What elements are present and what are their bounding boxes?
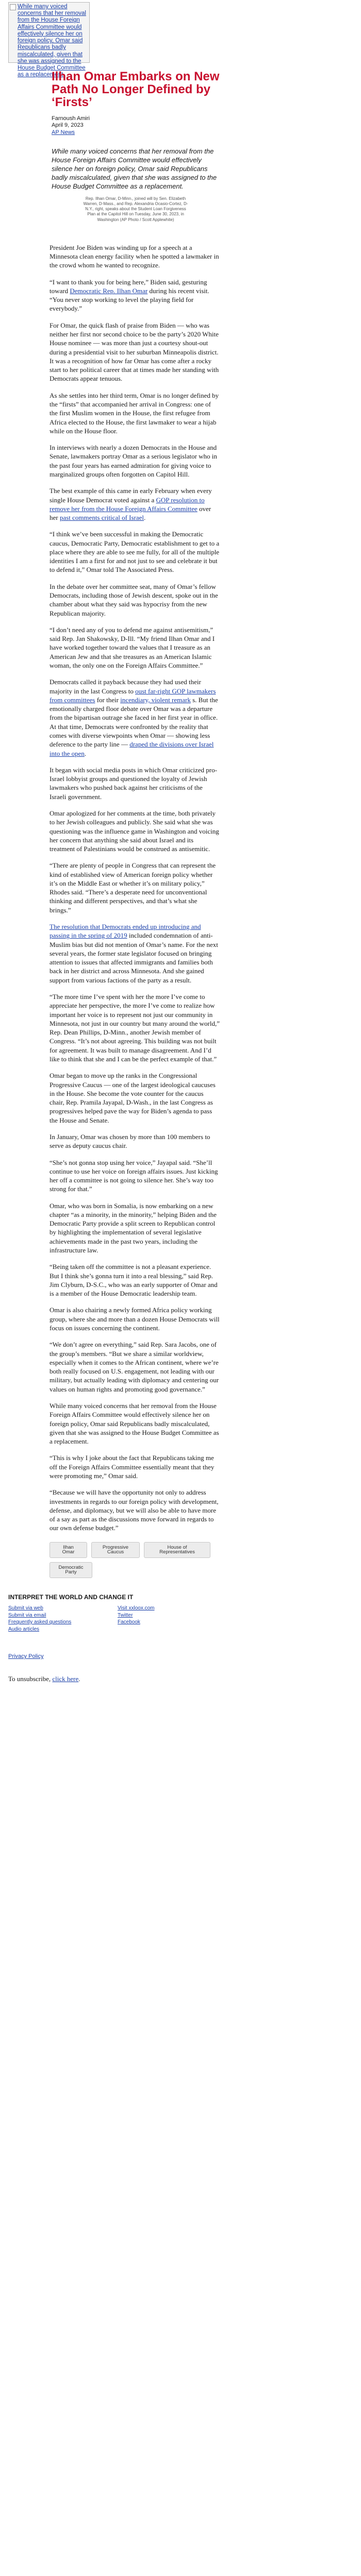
paragraph-text: included condemnation of anti-Muslim bias but did not mention of Omar’s name. For the next several years, the former state legislator focused on bringing attention to issues that affected immigrants and families both back in her district and across Minnesota. And she gained support from various factions of the party as a result. [50,931,218,984]
article-paragraph [50,278,220,313]
article-paragraph [50,1488,220,1532]
hero [8,0,352,78]
photo-caption: Rep. Ilhan Omar, D-Minn., joined will by Sen. Elizabeth Warren, D-Mass., and Rep. Alexandria Ocasio-Cortez, D-N.Y., right, speaks about the Student Loan Forgiveness Plan at the Capitol Hill on Tuesday, June 30, 2023, in Washington (AP Photo / Scott Applewhite) [83,196,188,222]
article-paragraph [50,243,220,270]
inline-article-link[interactable]: incendiary, violent remark [120,696,191,704]
paragraph-text: In interviews with nearly a dozen Democrats in the House and Senate, lawmakers portray Omar as a serious legislator who in the past four years has earned admiration for giving voice to marginalized groups often forgotten on Capitol Hill. [50,444,217,478]
inline-article-link[interactable]: draped the divisions over Israel into the open [50,740,214,757]
paragraph-text: Democrats called it payback because they had used their majority in the last Congress to [50,678,201,695]
article-paragraph [50,677,220,758]
paragraph-text: It began with social media posts in which Omar criticized pro-Israel lobbyist groups and questioned the loyalty of Jewish lawmakers who pushed back against her criticisms of the Israeli government. [50,766,217,801]
paragraph-text: “This is why I joke about the fact that Republicans taking me off the Foreign Affairs Committee essentially meant that they were promoting me,” Omar said. [50,1454,215,1480]
paragraph-text: Omar is also chairing a newly formed Africa policy working group, where she and more than a dozen House Democrats will focus on issues concerning the continent. [50,1306,220,1332]
paragraph-text: “There are plenty of people in Congress that can represent the kind of established view of American foreign policy whether it’s on the Middle East or whether it’s on military policy,” Rhodes said. “There’s a desperate need for unconventional thinking and different perspectives, and that’s what she brings.” [50,861,216,914]
article-paragraph [50,582,220,618]
paragraph-text: “We don’t agree on everything,” said Rep. Sara Jacobs, one of the group’s members. “But we share a similar worldview, especially when it comes to the African continent, where we’re both really focused on U.S. engagement, not leading with our military, but actually leading with diplomacy and centering our values on human rights and promoting good governance.” [50,1341,219,1393]
tag-house-of-representatives[interactable]: House of Representatives [144,1542,210,1558]
paragraph-text: . [144,514,146,522]
article-paragraph [50,809,220,853]
article-paragraph [50,391,220,435]
article-paragraph [50,486,220,522]
article-body [50,243,220,1533]
unsubscribe-line [8,1675,352,1683]
paragraph-text: President Joe Biden was winding up for a speech at a Minnesota clean energy facility when he spotted a lawmaker in the crowd whom he wanted to recognize. [50,243,219,269]
tag-democratic-party[interactable]: Democratic Party [50,1562,92,1578]
paragraph-text: “Being taken off the committee is not a pleasant experience. But I think she’s gonna turn it into a real blessing,” said Rep. Jim Clyburn, D-S.C., who was an early supporter of Omar and is a member of the House Democratic leadership team. [50,1263,218,1298]
paragraph-text: for their [95,696,121,704]
paragraph-text: “The more time I’ve spent with her the more I’ve come to appreciate her perspective, the more I’ve come to realize how important her voice is to represent not just our community in Minnesota, not just in our country but many around the world,” Rep. Dean Phillips, D-Minn., another Jewish member of Congress. “It’s not about agreeing. This building was not built for agreement. It was built to manage disagreement. And I’d like to think that she and I can be the perfect example of that.” [50,993,220,1063]
unsubscribe-prefix: To unsubscribe, [8,1675,53,1683]
article-paragraph [50,1071,220,1125]
article-paragraph [50,530,220,574]
paragraph-text: Omar, who was born in Somalia, is now embarking on a new chapter “as a minority, in the minority,” helping Biden and the Democratic Party provide a split screen to Republican control by highlighting the implementation of several legislative achievements made in the past two years, including the infrastructure law. [50,1201,217,1255]
inline-article-link[interactable]: GOP resolution to remove her from the House Foreign Affairs Committee [50,496,205,513]
hero-image-alt-text: While many voiced concerns that her removal from the House Foreign Affairs Committee would effectively silence her on foreign policy, Omar said Republicans badly miscalculated, given that she was assigned to the House Budget Committee as a replacement. [18,4,86,78]
paragraph-text: “I think we’ve been successful in making the Democratic caucus, Democratic Party, Democratic establishment to get to a place where they are able to see me fully, for all of the multiple identities I am a first for and not just to see and celebrate it but to defend it,” Omar told The Associated Press. [50,530,220,574]
paragraph-text: For Omar, the quick flash of praise from Biden — who was neither her first nor second choice to be the party’s 2020 White House nominee — was more than just a courtesy shout-out during a presidential visit to her suburban Minneapolis district. It was a recognition of how far Omar has come after a rocky start to her political career that at times made her standing with Democrats appear tenuous. [50,321,219,383]
paragraph-text: over her [50,504,211,522]
byline [52,115,220,137]
inline-article-link[interactable]: Democratic Rep. Ilhan Omar [70,286,148,295]
article-paragraph [50,625,220,670]
tag-progressive-caucus[interactable]: Progressive Caucus [91,1542,140,1558]
paragraph-text: “I don’t need any of you to defend me against antisemitism,” said Rep. Jan Shakowsky, D-Ill. “My friend Ilhan Omar and I have worked together toward the values that I treasure as an American Jew and that she treasures as an American Islamic woman, the only one on the Foreign Affairs Committee.” [50,625,215,670]
paragraph-text: “She’s not gonna stop using her voice,” Jayapal said. “She’ll continue to use her voice on foreign affairs issues. Just kicking her off a committee is not going to silence her. She’s way too strong for that.” [50,1158,218,1193]
paragraph-text: during his recent visit. “You never stop working to level the playing field for everybody.” [50,286,209,313]
paragraph-text: . [84,749,87,757]
paragraph-text: Omar apologized for her comments at the time, both privately to her Jewish colleagues and publicly. She said what she was questioning was the influence game in Washington and voicing her concern that anything she said about Israel and its treatment of Palestinians would be construed as antisemitic. [50,809,219,853]
paragraph-text: s. But the emotionally charged floor debate over Omar was a departure from the bipartisan outrage she faced in her first year in office. At that time, Democrats were confronted by the reality that comes with diverse viewpoints when Omar — showing less deference to the party line — [50,696,218,749]
inline-article-link[interactable]: oust far-right GOP lawmakers from committees [50,687,216,704]
article-paragraph [50,1306,220,1332]
footer-heading: INTERPRET THE WORLD AND CHANGE IT [8,1593,134,1601]
article-header [52,70,220,223]
privacy-policy-link[interactable]: Privacy Policy [8,1653,44,1660]
publish-date: April 9, 2023 [52,122,84,129]
article-paragraph [50,1262,220,1298]
unsubscribe-suffix: . [78,1675,80,1683]
article-paragraph [50,1401,220,1446]
article-paragraph [50,992,220,1063]
paragraph-text: In January, Omar was chosen by more than 100 members to serve as deputy caucus chair. [50,1132,210,1150]
article-title: Ilhan Omar Embarks on New Path No Longer Defined by ‘Firsts’ [52,70,220,110]
article-paragraph [50,766,220,801]
author: Farnoush Amiri [52,115,90,122]
twitter-link[interactable]: Twitter [118,1612,133,1618]
inline-article-link[interactable]: past comments critical of Israel [59,514,144,522]
footer [8,1594,352,1683]
article-paragraph [50,1453,220,1480]
paragraph-text: “I want to thank you for being here,” Biden said, gesturing toward [50,278,207,295]
article-paragraph [50,1132,220,1150]
paragraph-text: Omar began to move up the ranks in the Congressional Progressive Caucus — one of the largest ideological caucuses in the House. She become the vote counter for the caucus chair, Rep. Pramila Jayapal, D-Wash., in the last Congress as progressives helped pave the way for Biden’s agenda to pass the House and Senate. [50,1072,216,1124]
audio-articles-link[interactable]: Audio articles [8,1626,40,1632]
paragraph-text: “Because we will have the opportunity not only to address investments in regards to our foreign policy with development, defense, and diplomacy, but we will also be able to have more of a say as part as the discussions move forward in regards to our own defense budget.” [50,1488,219,1532]
paragraph-text: As she settles into her third term, Omar is no longer defined by the “firsts” that accompanied her arrival in Congress: one of the first Muslim women in the House, the first refugee from Africa elected to the House, the first lawmaker to wear a hijab while on the House floor. [50,391,219,435]
unsubscribe-link[interactable]: click here [52,1675,79,1683]
article-paragraph [50,443,220,479]
article-paragraph [50,1201,220,1255]
submit-web-link[interactable]: Submit via web [8,1605,43,1612]
article-paragraph [50,1158,220,1194]
submit-email-link[interactable]: Submit via email [8,1612,46,1618]
footer-left-links [8,1605,118,1633]
inline-article-link[interactable]: The resolution that Democrats ended up introducing and passing in the spring of 2019 [50,923,201,940]
visit-site-link[interactable]: Visit xxloox.com [118,1605,155,1612]
paragraph-text: The best example of this came in early February when every single House Democrat voted against a [50,487,212,504]
tag-ilhan-omar[interactable]: Ilhan Omar [50,1542,87,1558]
source-link[interactable]: AP News [52,129,75,136]
article-paragraph [50,321,220,383]
footer-right-links [118,1605,227,1633]
article-paragraph [50,1340,220,1394]
paragraph-text: In the debate over her committee seat, many of Omar’s fellow Democrats, including those of Jewish descent, spoke out in the chamber about what they said was hypocrisy from the new Republican majority. [50,582,218,617]
tag-list [50,1542,220,1578]
article-paragraph [50,922,220,985]
paragraph-text: While many voiced concerns that her removal from the House Foreign Affairs Committee would effectively silence her on foreign policy, Omar said Republicans badly miscalculated, given that she was assigned to the House Budget Committee as a replacement. [50,1401,219,1446]
facebook-link[interactable]: Facebook [118,1619,140,1625]
article-summary: While many voiced concerns that her removal from the House Foreign Affairs Committee would effectively silence her on foreign policy, Omar said Republicans badly miscalculated, given that she was assigned to the House Budget Committee as a replacement. [52,147,217,191]
broken-image-icon [10,4,16,10]
faq-link[interactable]: Frequently asked questions [8,1619,72,1625]
hero-image [8,2,90,78]
article-paragraph [50,861,220,914]
